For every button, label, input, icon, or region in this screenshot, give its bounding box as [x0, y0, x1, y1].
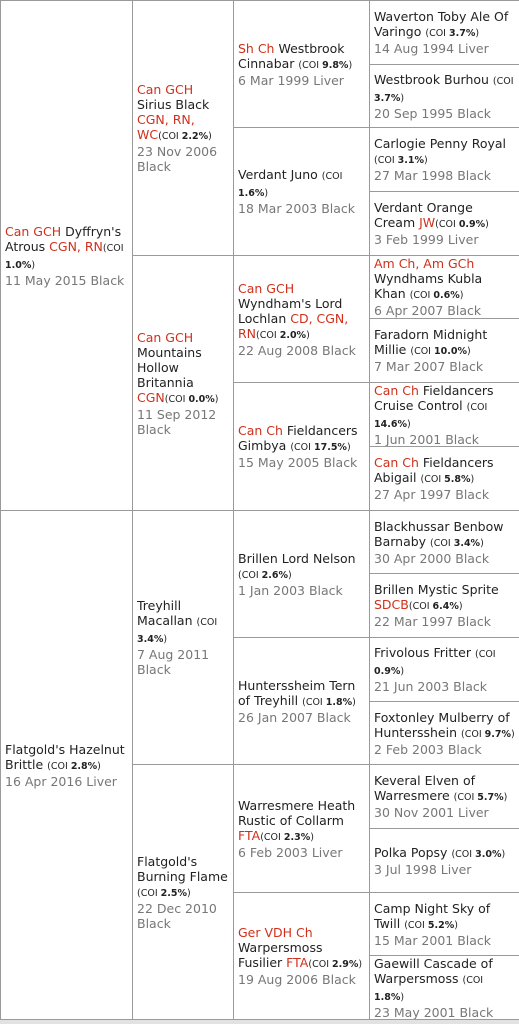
- dog-name: Camp Night Sky of Twill: [374, 900, 491, 931]
- dog-name: Fieldancers Abigail: [374, 455, 494, 485]
- ancestor-cell-gen3[interactable]: [233, 510, 370, 638]
- birth-date-color: 15 Mar 2001 Black: [374, 932, 492, 948]
- birth-date-color: 7 Mar 2007 Black: [374, 359, 484, 374]
- ancestor-cell-gen4[interactable]: [369, 191, 519, 256]
- title-abbrev: Am Ch, Am GCh: [374, 256, 475, 271]
- ancestor-name: [374, 710, 515, 742]
- dog-name: Dyffryn's Atrous: [5, 223, 122, 254]
- birth-date-color: 22 Dec 2010 Black: [137, 900, 217, 931]
- coi-value: (COI 0.9%): [374, 649, 496, 677]
- ancestor-cell-gen4[interactable]: [369, 127, 519, 192]
- ancestor-cell-gen4[interactable]: [369, 955, 519, 1020]
- dog-name: Mountains Hollow Britannia: [137, 344, 202, 390]
- dog-name: Brillen Mystic Sprite: [374, 582, 499, 597]
- dog-name: Flatgold's Hazelnut Brittle: [5, 741, 125, 772]
- ancestor-cell-gen1[interactable]: [0, 0, 133, 511]
- ancestor-cell-gen3[interactable]: [233, 764, 370, 893]
- ancestor-cell-gen4[interactable]: [369, 446, 519, 511]
- coi-value: (COI 9.8%): [298, 59, 353, 71]
- dog-name: Gaewill Cascade of Warpersmoss: [374, 955, 493, 986]
- birth-date-color: 6 Apr 2007 Black: [374, 303, 482, 318]
- coi-value: (COI 3.0%): [451, 848, 506, 860]
- birth-date-color: 11 May 2015 Black: [5, 272, 125, 288]
- ancestor-name: [238, 423, 365, 455]
- dog-name: Hunterssheim Tern of Treyhill: [238, 677, 356, 708]
- ancestor-cell-gen4[interactable]: [369, 573, 519, 638]
- coi-value: (COI 2.8%): [47, 760, 101, 772]
- birth-date-color: 1 Jan 2003 Black: [238, 582, 343, 598]
- birth-date-color: 15 May 2005 Black: [238, 455, 358, 470]
- birth-date-color: 30 Nov 2001 Liver: [374, 805, 489, 820]
- ancestor-name: [238, 167, 365, 201]
- ancestor-cell-gen2[interactable]: [132, 510, 234, 765]
- ancestor-name: [374, 582, 515, 614]
- birth-date-color: 22 Aug 2008 Black: [238, 342, 356, 358]
- ancestor-cell-gen4[interactable]: [369, 0, 519, 65]
- ancestor-cell-gen2[interactable]: [132, 0, 234, 256]
- title-abbrev: CGN: [137, 389, 165, 405]
- dog-name: Waverton Toby Ale Of Varingo: [374, 9, 509, 39]
- ancestor-name: [137, 854, 229, 901]
- title-abbrev: Can GCH: [238, 280, 295, 296]
- coi-value: (COI 1.8%): [374, 974, 484, 1003]
- coi-value: (COI 2.9%): [308, 959, 363, 970]
- coi-value: (COI 6.4%): [408, 601, 463, 612]
- ancestor-name: [238, 41, 365, 73]
- ancestor-name: [137, 82, 229, 144]
- birth-date-color: 6 Feb 2003 Liver: [238, 844, 343, 860]
- ancestor-cell-gen3[interactable]: [233, 637, 370, 765]
- dog-name: Verdant Juno: [238, 167, 322, 182]
- title-abbrev: Can Ch: [374, 382, 419, 398]
- dog-name: Carlogie Penny Royal: [374, 136, 507, 151]
- coi-value: (COI 5.2%): [404, 919, 458, 931]
- birth-date-color: 27 Apr 1997 Black: [374, 487, 490, 502]
- dog-name: Sirius Black: [137, 97, 210, 112]
- dog-name: Keveral Elven of Warresmere: [374, 773, 476, 803]
- dog-name: Wyndhams Kubla Khan: [374, 271, 483, 301]
- title-abbrev: Sh Ch: [238, 40, 275, 56]
- ancestor-name: [5, 224, 128, 273]
- dog-name: Frivolous Fritter: [374, 645, 475, 660]
- ancestor-name: [238, 678, 365, 710]
- ancestor-name: [374, 327, 515, 359]
- birth-date-color: 7 Aug 2011 Black: [137, 647, 210, 677]
- ancestor-cell-gen4[interactable]: [369, 701, 519, 765]
- coi-value: (COI 5.7%): [453, 792, 508, 803]
- ancestor-cell-gen4[interactable]: [369, 318, 519, 383]
- birth-date-color: 21 Jun 2003 Black: [374, 679, 487, 694]
- ancestor-name: [238, 281, 365, 343]
- ancestor-name: [137, 598, 229, 647]
- title-abbrev: Can Ch: [238, 423, 283, 438]
- coi-value: (COI 0.6%): [409, 290, 464, 301]
- ancestor-cell-gen1[interactable]: [0, 510, 133, 1020]
- coi-value: (COI 0.0%): [164, 393, 219, 405]
- ancestor-name: [374, 645, 515, 679]
- ancestor-cell-gen3[interactable]: [233, 892, 370, 1020]
- coi-value: (COI 9.7%): [460, 728, 515, 740]
- ancestor-name: [374, 200, 515, 232]
- birth-date-color: 16 Apr 2016 Liver: [5, 773, 117, 789]
- ancestor-cell-gen2[interactable]: [132, 764, 234, 1020]
- birth-date-color: 2 Feb 2003 Black: [374, 741, 482, 757]
- ancestor-name: [137, 330, 229, 407]
- coi-value: (COI 2.5%): [137, 887, 191, 899]
- ancestor-name: [374, 72, 515, 106]
- ancestor-cell-gen4[interactable]: [369, 510, 519, 574]
- dog-name: Blackhussar Benbow Barnaby: [374, 518, 504, 549]
- ancestor-name: [5, 742, 128, 774]
- birth-date-color: 14 Aug 1994 Liver: [374, 41, 489, 56]
- dog-name: Flatgold's Burning Flame: [137, 853, 228, 884]
- ancestor-cell-gen4[interactable]: [369, 382, 519, 447]
- ancestor-cell-gen3[interactable]: [233, 0, 370, 128]
- ancestor-name: [238, 798, 365, 845]
- ancestor-cell-gen3[interactable]: [233, 127, 370, 256]
- title-abbrev: Can GCH: [137, 329, 194, 345]
- coi-value: (COI 1.8%): [302, 696, 356, 708]
- dog-name: Fieldancers Gimbya: [238, 423, 358, 453]
- birth-date-color: 22 Mar 1997 Black: [374, 614, 492, 629]
- ancestor-name: [374, 136, 515, 168]
- coi-value: (COI 3.1%): [374, 155, 428, 166]
- table-footer-bar: [0, 1019, 519, 1024]
- ancestor-cell-gen4[interactable]: [369, 764, 519, 829]
- dog-name: Brillen Lord Nelson: [238, 550, 356, 566]
- birth-date-color: 18 Mar 2003 Black: [238, 201, 356, 216]
- birth-date-color: 3 Feb 1999 Liver: [374, 232, 479, 247]
- title-abbrev: CD, CGN, RN: [238, 310, 349, 341]
- dog-name: Foxtonley Mulberry of Huntersshein: [374, 709, 510, 740]
- coi-value: (COI 2.2%): [158, 131, 212, 142]
- dog-name: Faradorn Midnight Millie: [374, 327, 488, 357]
- coi-value: (COI 5.8%): [420, 474, 475, 485]
- coi-value: (COI 0.9%): [435, 219, 489, 230]
- title-abbrev: Can GCH: [5, 223, 62, 239]
- birth-date-color: 30 Apr 2000 Black: [374, 550, 490, 566]
- dog-name: Polka Popsy: [374, 844, 452, 860]
- birth-date-color: 26 Jan 2007 Black: [238, 709, 351, 725]
- coi-value: (COI 2.6%): [238, 569, 292, 581]
- ancestor-cell-gen4[interactable]: [369, 255, 519, 319]
- title-abbrev: Can Ch: [374, 455, 419, 470]
- birth-date-color: 23 Nov 2006 Black: [137, 144, 218, 174]
- ancestor-cell-gen2[interactable]: [132, 255, 234, 511]
- title-abbrev: CGN, RN: [49, 238, 103, 254]
- ancestor-cell-gen4[interactable]: [369, 892, 519, 956]
- birth-date-color: 20 Sep 1995 Black: [374, 105, 492, 121]
- ancestor-cell-gen3[interactable]: [233, 382, 370, 511]
- ancestor-name: [374, 9, 515, 41]
- title-abbrev: JW: [419, 215, 436, 230]
- birth-date-color: 3 Jul 1998 Liver: [374, 861, 472, 877]
- title-abbrev: SDCB: [374, 597, 409, 612]
- coi-value: (COI 3.7%): [425, 28, 480, 39]
- ancestor-name: [238, 925, 365, 972]
- ancestor-name: [374, 956, 515, 1005]
- coi-value: (COI 17.5%): [290, 442, 351, 453]
- title-abbrev: Can GCH: [137, 82, 194, 97]
- dog-name: Warresmere Heath Rustic of Collarm: [238, 797, 356, 828]
- ancestor-name: [374, 845, 515, 862]
- dog-name: Westbrook Cinnabar: [238, 40, 345, 71]
- birth-date-color: 23 May 2001 Black: [374, 1004, 494, 1020]
- birth-date-color: 1 Jun 2001 Black: [374, 431, 480, 447]
- ancestor-name: [238, 551, 365, 583]
- ancestor-cell-gen4[interactable]: [369, 637, 519, 702]
- coi-value: (COI 2.0%): [256, 329, 310, 341]
- coi-value: (COI 3.4%): [430, 537, 484, 549]
- title-abbrev: Ger VDH Ch: [238, 925, 313, 940]
- ancestor-name: [374, 455, 515, 487]
- coi-value: (COI 1.6%): [238, 171, 343, 199]
- title-abbrev: CGN, RN, WC: [137, 112, 195, 142]
- title-abbrev: FTA: [238, 827, 261, 843]
- birth-date-color: 6 Mar 1999 Liver: [238, 72, 344, 88]
- coi-value: (COI 10.0%): [410, 346, 471, 357]
- coi-value: (COI 2.3%): [260, 831, 314, 843]
- dog-name: Treyhill Macallan: [137, 598, 197, 628]
- dog-name: Fieldancers Cruise Control: [374, 382, 494, 413]
- ancestor-name: [374, 256, 515, 303]
- ancestor-cell-gen3[interactable]: [233, 255, 370, 383]
- ancestor-name: [374, 383, 515, 432]
- coi-value: (COI 1.0%): [5, 242, 124, 271]
- ancestor-name: [374, 901, 515, 933]
- dog-name: Wyndham's Lord Lochlan: [238, 295, 343, 326]
- coi-value: (COI 14.6%): [374, 401, 488, 430]
- dog-name: Warpersmoss Fusilier: [238, 940, 323, 970]
- title-abbrev: FTA: [286, 955, 309, 970]
- birth-date-color: 27 Mar 1998 Black: [374, 168, 492, 183]
- ancestor-cell-gen4[interactable]: [369, 828, 519, 893]
- dog-name: Westbrook Burhou: [374, 71, 493, 87]
- coi-value: (COI 3.7%): [374, 75, 514, 104]
- coi-value: (COI 3.4%): [137, 617, 218, 645]
- ancestor-name: [374, 519, 515, 551]
- dog-name: Verdant Orange Cream: [374, 200, 473, 230]
- birth-date-color: 11 Sep 2012 Black: [137, 406, 217, 437]
- birth-date-color: 19 Aug 2006 Black: [238, 972, 356, 987]
- ancestor-name: [374, 773, 515, 805]
- ancestor-cell-gen4[interactable]: [369, 64, 519, 128]
